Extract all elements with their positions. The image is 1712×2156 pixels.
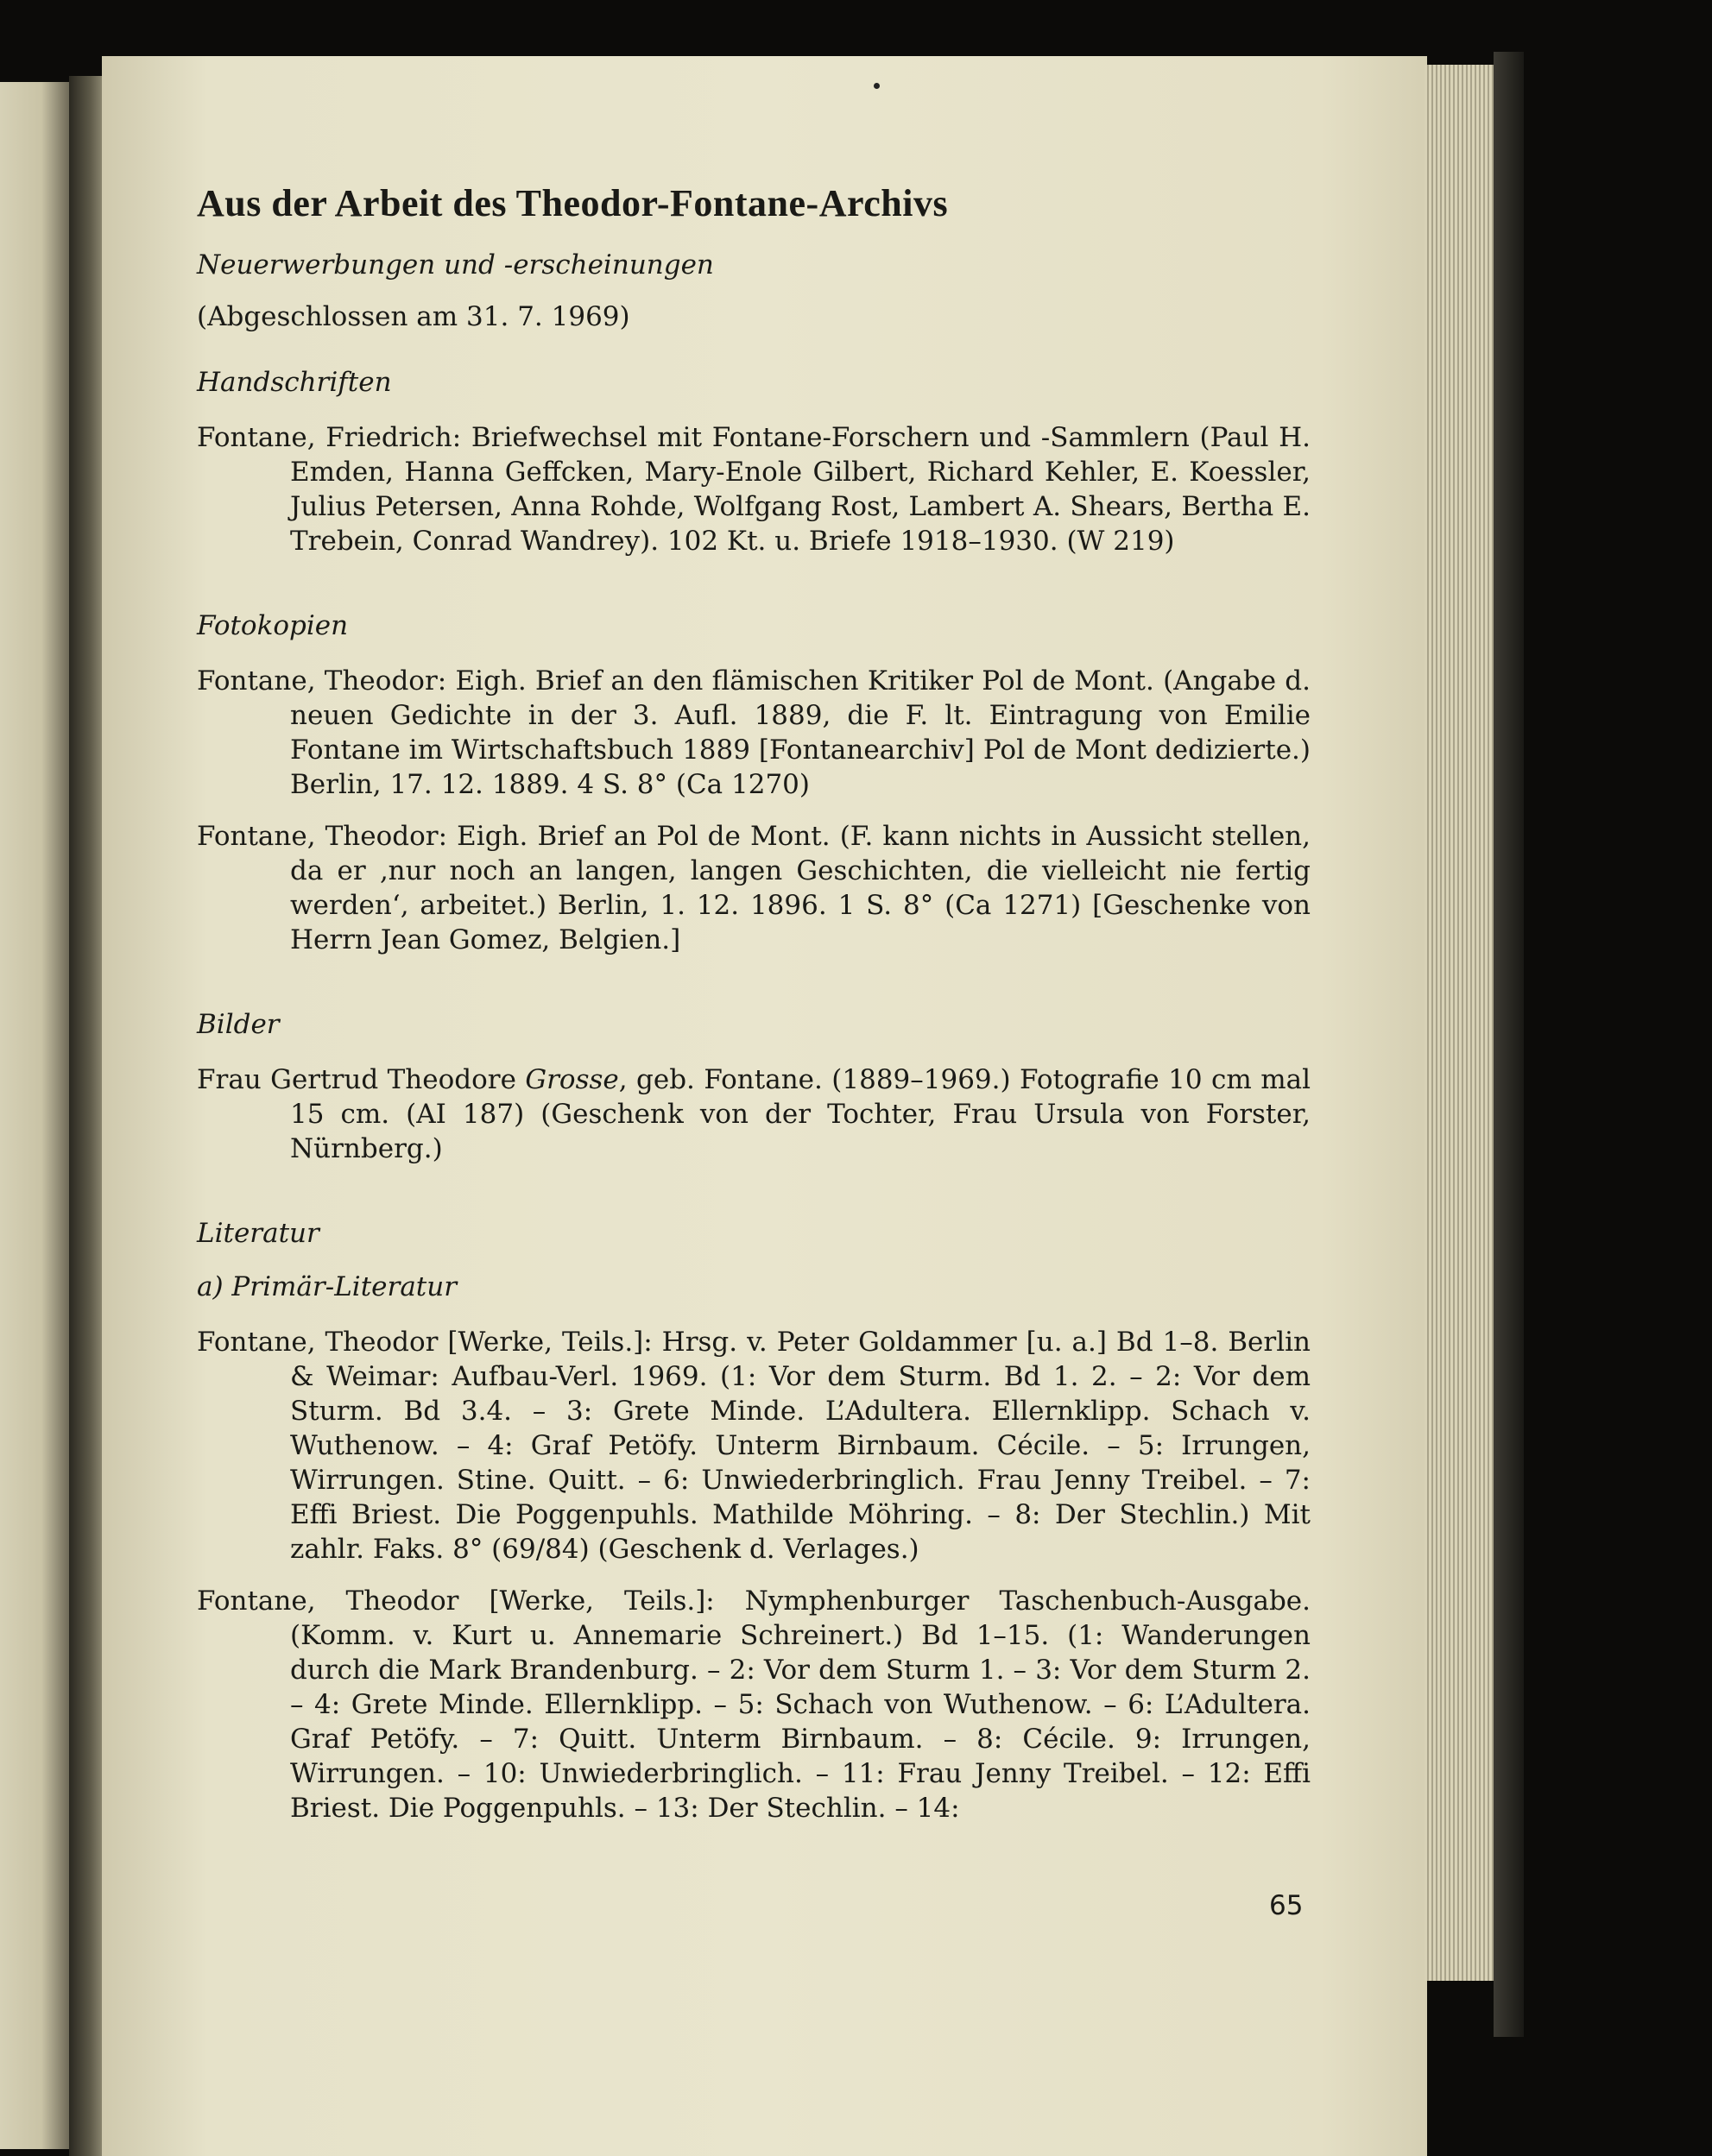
closing-date-note: (Abgeschlossen am 31. 7. 1969) <box>197 300 630 332</box>
section-heading-handschriften: Handschriften <box>197 366 392 398</box>
entry-bilder-1 <box>197 1062 1311 1166</box>
page-number: 65 <box>1269 1890 1304 1921</box>
entry-fotokopien-2: Fontane, Theodor: Eigh. Brief an Pol de Mont. (F. kann nichts in Aussicht stellen, da er ‚nur noch an langen, langen Geschichten, die vielleicht nie fertig werden‘, arbeitet.) Berlin, 1. 12. 1896. 1 S. 8° (Ca 1271) [Geschenke von Herrn Jean Gomez, Belgien.] <box>197 820 1311 955</box>
entry-bilder-suffix: , geb. Fontane. (1889–1969.) Fotografie 10 cm mal 15 cm. (AI 187) (Geschenk von der Tochter, Frau Ursula von Forster, Nürnberg.) <box>290 1063 1311 1164</box>
entry-handschriften-1: Fontane, Friedrich: Briefwechsel mit Fontane-Forschern und -Sammlern (Paul H. Emden, Hanna Geffcken, Mary-Enole Gilbert, Richard Kehler, E. Koessler, Julius Petersen, Anna Rohde, Wolfgang Rost, Lambert A. Shears, Bertha E. Trebein, Conrad Wandrey). 102 Kt. u. Briefe 1918–1930. (W 219) <box>197 421 1311 557</box>
entry-fotokopien-1: Fontane, Theodor: Eigh. Brief an den flämischen Kritiker Pol de Mont. (Angabe d. neuen Gedichte in der 3. Aufl. 1889, die F. lt. Eintragung von Emilie Fontane im Wirtschaftsbuch 1889 [Fontanearchiv] Pol de Mont dedizierte.) Berlin, 17. 12. 1889. 4 S. 8° (Ca 1270) <box>197 665 1311 800</box>
cover-edge <box>1494 52 1524 2037</box>
page-block-edges <box>1425 65 1494 1981</box>
entry-bilder-prefix: Frau Gertrud Theodore <box>197 1063 526 1095</box>
section-heading-bilder: Bilder <box>197 1008 280 1040</box>
left-page-edge <box>0 82 69 2149</box>
ink-dot <box>874 83 880 89</box>
entry-literatur-1: Fontane, Theodor [Werke, Teils.]: Hrsg. v. Peter Goldammer [u. a.] Bd 1–8. Berlin & Weimar: Aufbau-Verl. 1969. (1: Vor dem Sturm. Bd 1. 2. – 2: Vor dem Sturm. Bd 3.4. – 3: Grete Minde. L’Adultera. Ellernklipp. Schach v. Wuthenow. – 4: Graf Petöfy. Unterm Birnbaum. Cécile. – 5: Irrungen, Wirrungen. Stine. Quitt. – 6: Unwiederbringlich. Frau Jenny Treibel. – 7: Effi Briest. Die Poggenpuhls. Mathilde Möhring. – 8: Der Stechlin.) Mit zahlr. Faks. 8° (69/84) (Geschenk d. Verlages.) <box>197 1326 1311 1565</box>
subsection-heading-primaer-literatur: a) Primär-Literatur <box>197 1270 458 1302</box>
entry-bilder-italic-name: Grosse <box>525 1063 619 1095</box>
entry-literatur-2: Fontane, Theodor [Werke, Teils.]: Nymphenburger Taschenbuch-Ausgabe. (Komm. v. Kurt u. Annemarie Schreinert.) Bd 1–15. (1: Wanderungen durch die Mark Brandenburg. – 2: Vor dem Sturm 1. – 3: Vor dem Sturm 2. – 4: Grete Minde. Ellernklipp. – 5: Schach von Wuthenow. – 6: L’Adultera. Graf Petöfy. – 7: Quitt. Unterm Birnbaum. – 8: Cécile. 9: Irrungen, Wirrungen. – 10: Unwiederbringlich. – 11: Frau Jenny Treibel. – 12: Effi Briest. Die Poggenpuhls. – 13: Der Stechlin. – 14: <box>197 1585 1311 1824</box>
page-subtitle: Neuerwerbungen und -erscheinungen <box>197 249 714 281</box>
page-content <box>197 173 1311 1843</box>
section-heading-literatur: Literatur <box>197 1217 319 1249</box>
page-title: Aus der Arbeit des Theodor-Fontane-Archivs <box>197 182 949 224</box>
section-heading-fotokopien: Fotokopien <box>197 609 349 641</box>
